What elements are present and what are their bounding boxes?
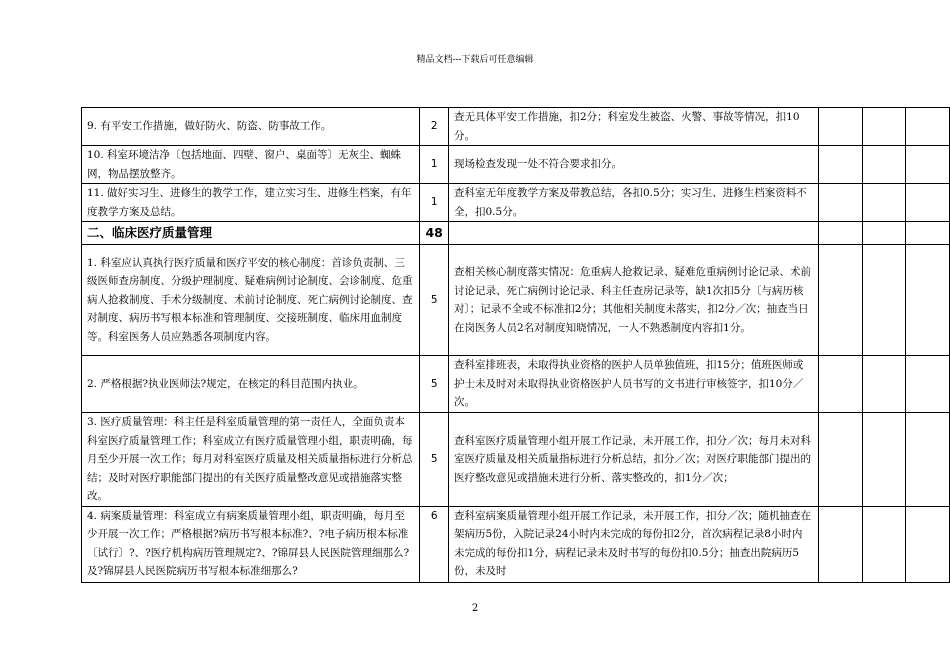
page-header: 精品文档---下载后可任意编辑 [416, 55, 534, 65]
method-cell: 现场检查发现一处不符合要求扣分。 [449, 146, 819, 184]
table-row [82, 184, 950, 222]
section-title: 二、临床医疗质量管理 [82, 222, 420, 245]
assessment-table [81, 107, 950, 583]
score-cell: 5 [420, 356, 449, 413]
method-cell: 查无具体平安工作措施，扣2分；科室发生被盗、火警、事故等情况，扣10分。 [449, 108, 819, 146]
standard-text: 4. 病案质量管理：科室成立有病案质量管理小组，职责明确，每月至少开展一次工作；严格根据?病历书写根本标准?、?电子病历根本标准〔试行〕?、?医疗机构病历管理规定?、?锦屏县人民医院管理细那么?及?锦屏县人民医院病历书写根本标准细那么? [87, 509, 410, 577]
blank-cell [818, 184, 862, 222]
blank-cell [906, 184, 950, 222]
method-cell [449, 506, 819, 582]
method-cell: 查科室无年度教学方案及带教总结，各扣0.5分；实习生、进修生档案资料不全，扣0.5分。 [449, 184, 819, 222]
score-cell: 6 [420, 506, 449, 582]
blank-cell [818, 245, 862, 356]
page-number: 2 [471, 603, 479, 614]
blank-cell [818, 356, 862, 413]
blank-cell [818, 413, 862, 507]
blank-cell [906, 506, 950, 582]
blank-cell [862, 146, 906, 184]
standard-cell: 9. 有平安工作措施，做好防火、防盗、防事故工作。 [82, 108, 420, 146]
method-cell: 查科室排班表，未取得执业资格的医护人员单独值班，扣15分；值班医师或护士未及时对未取得执业资格医护人员书写的文书进行审核签字，扣10分／次。 [449, 356, 819, 413]
standard-cell [82, 506, 420, 582]
blank-cell [862, 108, 906, 146]
method-cell: 查相关核心制度落实情况：危重病人抢救记录、疑难危重病例讨论记录、术前讨论记录、死亡病例讨论记录、科主任查房记录等，缺1次扣5分〔与病历核对〕；记录不全或不标准扣2分；其他相关制度未落实，扣2分／次；抽查当日在岗医务人员2名对制度知晓情况，一人不熟悉制度内容扣1分。 [449, 245, 819, 356]
blank-cell [862, 245, 906, 356]
blank-cell [906, 413, 950, 507]
standard-cell: 3. 医疗质量管理：科主任是科室质量管理的第一责任人，全面负责本科室医疗质量管理工作；科室成立有医疗质量管理小组，职责明确，每月至少开展一次工作；每月对科室医疗质量及相关质量指标进行分析总结；及时对医疗职能部门提出的有关医疗质量整改意见或措施落实整改。 [82, 413, 420, 507]
blank-cell [818, 506, 862, 582]
table-row [82, 146, 950, 184]
standard-cell: 11. 做好实习生、进修生的教学工作，建立实习生、进修生档案，有年度教学方案及总结。 [82, 184, 420, 222]
standard-cell: 2. 严格根据?执业医师法?规定，在核定的科目范围内执业。 [82, 356, 420, 413]
score-cell: 5 [420, 245, 449, 356]
score-cell: 5 [420, 413, 449, 507]
score-cell: 1 [420, 146, 449, 184]
table-row [82, 245, 950, 356]
blank-cell [818, 108, 862, 146]
method-text: 查科室病案质量管理小组开展工作记录，未开展工作，扣分／次；随机抽查在架病历5份，入院记录24小时内未完成的每份扣2分，首次病程记录8小时内未完成的每份扣1分，病程记录未及时书写的每份扣0.5分；抽查出院病历5份，未及时 [454, 509, 811, 577]
blank-cell [906, 146, 950, 184]
blank-cell [862, 184, 906, 222]
blank-cell [862, 222, 906, 245]
blank-cell [906, 108, 950, 146]
table-row [82, 506, 950, 582]
blank-cell [818, 222, 862, 245]
score-cell: 2 [420, 108, 449, 146]
table-row [82, 108, 950, 146]
standard-cell: 1. 科室应认真执行医疗质量和医疗平安的核心制度：首诊负责制、三级医师查房制度、分级护理制度、疑难病例讨论制度、会诊制度、危重病人抢救制度、手术分级制度、术前讨论制度、死亡病例讨论制度、查对制度、病历书写根本标准和管理制度、交接班制度、临床用血制度等。科室医务人员应熟悉各项制度内容。 [82, 245, 420, 356]
section-row [82, 222, 950, 245]
blank-cell [818, 146, 862, 184]
blank-cell [862, 356, 906, 413]
table-row [82, 356, 950, 413]
table-row [82, 413, 950, 507]
blank-cell [906, 222, 950, 245]
standard-cell: 10. 科室环境洁净〔包括地面、四壁、窗户、桌面等〕无灰尘、蜘蛛网，物品摆放整齐。 [82, 146, 420, 184]
blank-cell [449, 222, 819, 245]
blank-cell [862, 413, 906, 507]
method-cell: 查科室医疗质量管理小组开展工作记录，未开展工作，扣分／次；每月未对科室医疗质量及相关质量指标进行分析总结，扣分／次；对医疗职能部门提出的医疗整改意见或措施未进行分析、落实整改的，扣1分／次； [449, 413, 819, 507]
blank-cell [906, 245, 950, 356]
section-score: 48 [420, 222, 449, 245]
blank-cell [906, 356, 950, 413]
score-cell: 1 [420, 184, 449, 222]
blank-cell [862, 506, 906, 582]
